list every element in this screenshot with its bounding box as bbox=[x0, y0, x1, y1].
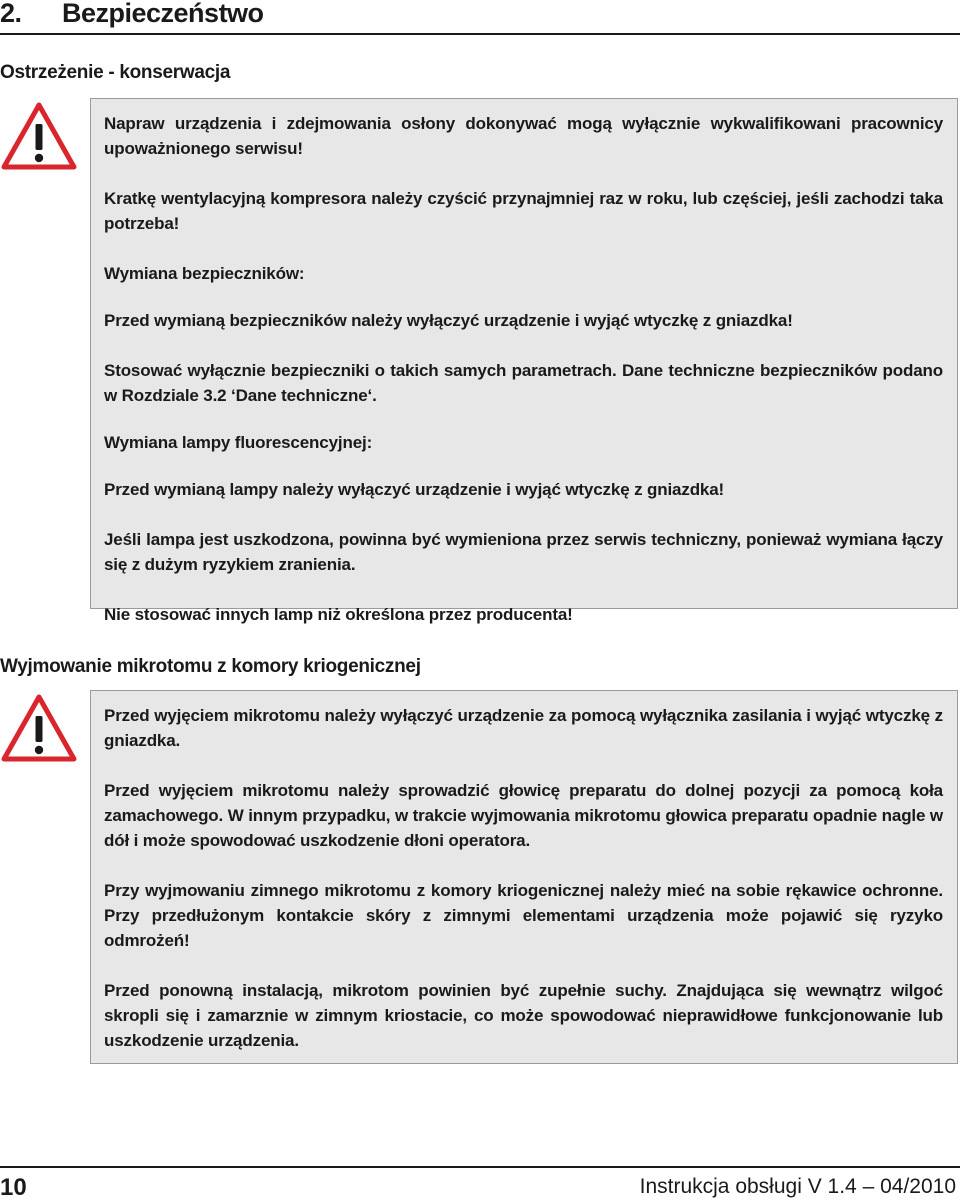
section-heading-maintenance: Ostrzeżenie - konserwacja bbox=[0, 62, 231, 83]
section-heading-microtome-removal: Wyjmowanie mikrotomu z komory kriogenicznej bbox=[0, 656, 421, 677]
warning-text-repairs: Napraw urządzenia i zdejmowania osłony dokonywać mogą wyłącznie wykwalifikowani pracownicy upoważnionego serwisu! bbox=[104, 114, 943, 158]
chapter-title-text: Bezpieczeństwo bbox=[62, 0, 264, 28]
warning-text-fuse-unplug: Przed wymianą bezpieczników należy wyłączyć urządzenie i wyjąć wtyczkę z gniazdka! bbox=[104, 311, 793, 330]
warning-triangle-icon bbox=[1, 694, 77, 762]
chapter-title bbox=[0, 0, 960, 35]
warning-text-lamp-type: Nie stosować innych lamp niż określona przez producenta! bbox=[104, 605, 573, 624]
document-version: Instrukcja obsługi V 1.4 – 04/2010 bbox=[639, 1175, 956, 1198]
fuse-replacement-heading: Wymiana bezpieczników: bbox=[104, 264, 305, 283]
warning-text-lamp-damaged: Jeśli lampa jest uszkodzona, powinna być wymieniona przez serwis techniczny, ponieważ wymiana łączy się z dużym ryzykiem zranienia. bbox=[104, 530, 943, 574]
warning-text-power-off: Przed wyjęciem mikrotomu należy wyłączyć urządzenie za pomocą wyłącznika zasilania i wyjąć wtyczkę z gniazdka. bbox=[104, 706, 943, 750]
warning-text-dry: Przed ponowną instalacją, mikrotom powinien być zupełnie suchy. Znajdująca się wewnątrz wilgoć skropli się i zamarznie w zimnym kriostacie, co może spowodować nieprawidłowe funkcjonowanie lub uszkodzenie urządzenia. bbox=[104, 981, 943, 1050]
maintenance-warning-box bbox=[90, 98, 958, 624]
microtome-warning-box bbox=[90, 690, 958, 1064]
warning-text-fuse-spec: Stosować wyłącznie bezpieczniki o takich samych parametrach. Dane techniczne bezpieczników podano w Rozdziale 3.2 ‘Dane techniczne‘. bbox=[104, 361, 943, 405]
footer-rule bbox=[0, 1166, 960, 1168]
lamp-replacement-heading: Wymiana lampy fluorescencyjnej: bbox=[104, 433, 373, 452]
warning-text-specimen-head: Przed wyjęciem mikrotomu należy sprowadzić głowicę preparatu do dolnej pozycji za pomocą koła zamachowego. W innym przypadku, w trakcie wyjmowania mikrotomu głowica preparatu opadnie nagle w dół i może spowodować uszkodzenie dłoni operatora. bbox=[104, 781, 943, 850]
warning-text-vent-grille: Kratkę wentylacyjną kompresora należy czyścić przynajmniej raz w roku, lub częściej, jeśli zachodzi taka potrzeba! bbox=[104, 189, 943, 233]
warning-text-lamp-unplug: Przed wymianą lampy należy wyłączyć urządzenie i wyjąć wtyczkę z gniazdka! bbox=[104, 480, 725, 499]
page-number: 10 bbox=[0, 1174, 27, 1201]
warning-triangle-icon bbox=[1, 102, 77, 170]
warning-text-gloves: Przy wyjmowaniu zimnego mikrotomu z komory kriogenicznej należy mieć na sobie rękawice ochronne. Przy przedłużonym kontakcie skóry z zimnymi elementami urządzenia może pojawić się ryzyko odmrożeń! bbox=[104, 881, 943, 950]
chapter-number: 2. bbox=[0, 0, 22, 28]
